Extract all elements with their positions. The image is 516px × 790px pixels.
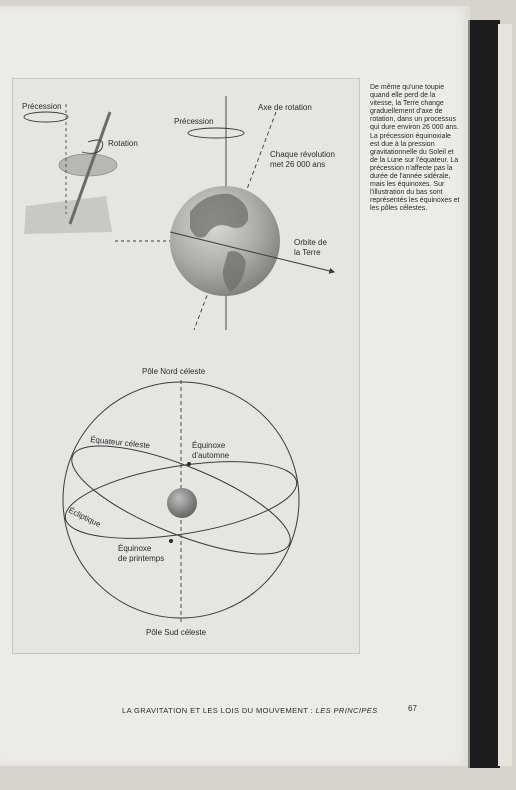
label-north-pole: Pôle Nord céleste: [142, 367, 206, 376]
label-celestial-equator: Équateur céleste: [89, 435, 151, 451]
autumn-equinox-point: [187, 462, 191, 466]
sidebar-caption: De même qu'une toupie quand elle perd de la vitesse, la Terre change graduellement d'axe de rotation, dans un processus qui dure environ 26 000 ans. La précession équinoxiale est due à la pression gravitationnelle du Soleil et de la Lune sur l'équateur. La précession n'affecte pas la durée de l'année sidérale, mais les équinoxes. Sur l'illustration du bas sont représentés les équinoxes et les pôles célestes.: [370, 84, 460, 213]
label-autumn-1: Équinoxe: [192, 441, 226, 450]
celestial-sphere-illustration: [60, 380, 302, 624]
label-revolution-1: Chaque révolution: [270, 150, 335, 159]
top-precession-arrow: [24, 112, 68, 122]
spinning-top-illustration: [24, 104, 117, 234]
running-head-text: LA GRAVITATION ET LES LOIS DU MOUVEMENT :: [122, 706, 316, 715]
label-top-precession: Précession: [22, 102, 62, 111]
top-ground-plane: [24, 196, 112, 234]
earth-precession-illustration: [115, 96, 334, 330]
label-orbit-1: Orbite de: [294, 238, 327, 247]
small-earth: [167, 488, 197, 518]
earth-precession-arrow: [188, 128, 244, 138]
running-head: [122, 706, 378, 715]
spring-equinox-point: [169, 539, 173, 543]
label-axis-rotation: Axe de rotation: [258, 103, 312, 112]
label-top-rotation: Rotation: [108, 139, 138, 148]
running-head-italic: LES PRINCIPES: [315, 706, 378, 715]
label-orbit-2: la Terre: [294, 248, 321, 257]
label-spring-1: Équinoxe: [118, 544, 152, 553]
label-south-pole: Pôle Sud céleste: [146, 628, 207, 637]
label-spring-2: de printemps: [118, 554, 165, 563]
label-autumn-2: d'automne: [192, 451, 230, 460]
page-number: 67: [408, 704, 417, 713]
label-ecliptic: Écliptique: [67, 505, 103, 530]
label-revolution-2: met 26 000 ans: [270, 160, 326, 169]
label-earth-precession: Précession: [174, 117, 214, 126]
